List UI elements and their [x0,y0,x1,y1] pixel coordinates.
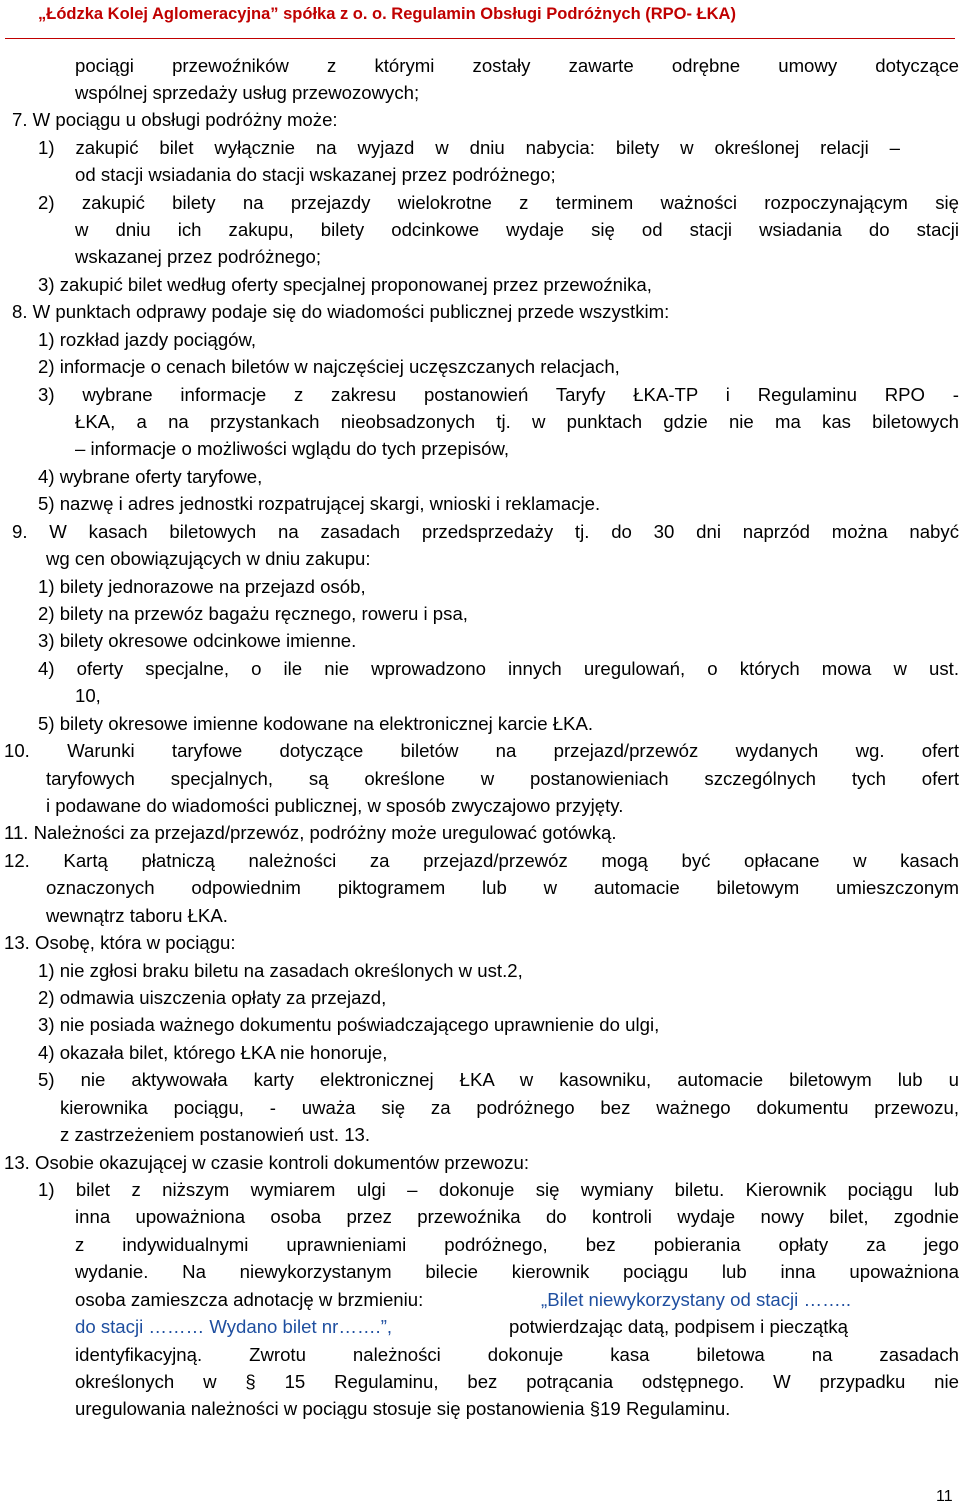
text-line: uregulowania należności w pociągu stosuje się postanowienia §19 Regulaminu. [75,1398,731,1419]
text-line: 3) bilety okresowe odcinkowe imienne. [38,630,357,651]
header-divider [5,38,955,39]
text-line: wspólnej sprzedaży usług przewozowych; [75,82,420,103]
text-line: 2) zakupić bilety na przejazdy wielokrotne z terminem ważności rozpoczynającym się [38,192,959,213]
text-line: 11. Należności za przejazd/przewóz, podróżny może uregulować gotówką. [4,822,617,843]
text-line: kierownika pociągu, - uważa się za podróżnego bez ważnego dokumentu przewozu, [60,1097,959,1118]
text-line: 5) nazwę i adres jednostki rozpatrującej skargi, wnioski i reklamacje. [38,493,601,514]
annotation-quote: do stacji ……… Wydano bilet nr…….”, [75,1316,393,1337]
text-line: 7. W pociągu u obsługi podróżny może: [12,109,338,130]
text-line: z zastrzeżeniem postanowień ust. 13. [60,1124,371,1145]
text-line: i podawane do wiadomości publicznej, w sposób zwyczajowo przyjęty. [46,795,624,816]
page-number: 11 [936,1488,953,1505]
text-line: 1) rozkład jazdy pociągów, [38,329,257,350]
text-line: 1) zakupić bilet wyłącznie na wyjazd w dniu nabycia: bilety w określonej relacji – [38,137,900,158]
text-line: 5) nie aktywowała karty elektronicznej ŁKA w kasowniku, automacie biletowym lub u [38,1069,959,1090]
text-line: od stacji wsiadania do stacji wskazanej przez podróżnego; [75,164,556,185]
text-line: 8. W punktach odprawy podaje się do wiadomości publicznej przede wszystkim: [12,301,670,322]
text-line: 1) nie zgłosi braku biletu na zasadach określonych w ust.2, [38,960,523,981]
text-line: 3) nie posiada ważnego dokumentu poświadczającego uprawnienie do ulgi, [38,1014,660,1035]
header-title: „Łódzka Kolej Aglomeracyjna” spółka z o. o. Regulamin Obsługi Podróżnych (RPO- ŁKA) [38,5,736,23]
text-line: identyfikacyjną. Zwrotu należności dokonuje kasa biletowa na zasadach [75,1344,959,1365]
text-line: 2) odmawia uiszczenia opłaty za przejazd, [38,987,387,1008]
text-line: 3) zakupić bilet według oferty specjalnej proponowanej przez przewoźnika, [38,274,652,295]
text-line: inna upoważniona osoba przez przewoźnika do kontroli wydaje nowy bilet, zgodnie [75,1206,959,1227]
text-line: wewnątrz taboru ŁKA. [46,905,228,926]
page-header [0,5,960,45]
text-line: 1) bilety jednorazowe na przejazd osób, [38,576,366,597]
text-line: wskazanej przez podróżnego; [75,246,321,267]
text-line: 5) bilety okresowe imienne kodowane na elektronicznej karcie ŁKA. [38,713,594,734]
text-line: 4) wybrane oferty taryfowe, [38,466,263,487]
text-line: 10, [75,685,101,706]
text-line: 13. Osobie okazującej w czasie kontroli dokumentów przewozu: [4,1152,530,1173]
text-line: 1) bilet z niższym wymiarem ulgi – dokonuje się wymiany biletu. Kierownik pociągu lub [38,1179,959,1200]
text-line: 13. Osobę, która w pociągu: [4,932,236,953]
text-line: wydanie. Na niewykorzystanym bilecie kierownik pociągu lub inna upoważniona [75,1261,959,1282]
text-line: 3) wybrane informacje z zakresu postanowień Taryfy ŁKA-TP i Regulaminu RPO - [38,384,959,405]
text-line: osoba zamieszcza adnotację w brzmieniu: [75,1289,424,1310]
text-line: pociągi przewoźników z którymi zostały zawarte odrębne umowy dotyczące [75,55,959,76]
text-line: oznaczonych odpowiednim piktogramem lub w automacie biletowym umieszczonym [46,877,959,898]
text-line: potwierdzając datą, podpisem i pieczątką [509,1316,849,1337]
text-line: w dniu ich zakupu, bilety odcinkowe wydaje się od stacji wsiadania do stacji [75,219,959,240]
text-line: ŁKA, a na przystankach nieobsadzonych tj. w punktach gdzie nie ma kas biletowych [75,411,959,432]
text-line: określonych w § 15 Regulaminu, bez potrącania odstępnego. W przypadku nie [75,1371,959,1392]
text-line: 10. Warunki taryfowe dotyczące biletów na przejazd/przewóz wydanych wg. ofert [4,740,959,761]
text-line: wg cen obowiązujących w dniu zakupu: [46,548,371,569]
text-line: 12. Kartą płatniczą należności za przejazd/przewóz mogą być opłacane w kasach [4,850,959,871]
text-line: 2) informacje o cenach biletów w najczęściej uczęszczanych relacjach, [38,356,620,377]
annotation-quote: „Bilet niewykorzystany od stacji …….. [541,1289,851,1310]
text-line: z indywidualnymi uprawnieniami podróżnego, bez pobierania opłaty za jego [75,1234,959,1255]
text-line: 4) oferty specjalne, o ile nie wprowadzono innych uregulowań, o których mowa w ust. [38,658,959,679]
text-line: – informacje o możliwości wglądu do tych przepisów, [75,438,510,459]
text-line: 2) bilety na przewóz bagażu ręcznego, roweru i psa, [38,603,468,624]
text-line: 9. W kasach biletowych na zasadach przedsprzedaży tj. do 30 dni naprzód można nabyć [12,521,959,542]
text-line: 4) okazała bilet, którego ŁKA nie honoruje, [38,1042,388,1063]
text-line: taryfowych specjalnych, są określone w postanowieniach szczególnych tych ofert [46,768,959,789]
